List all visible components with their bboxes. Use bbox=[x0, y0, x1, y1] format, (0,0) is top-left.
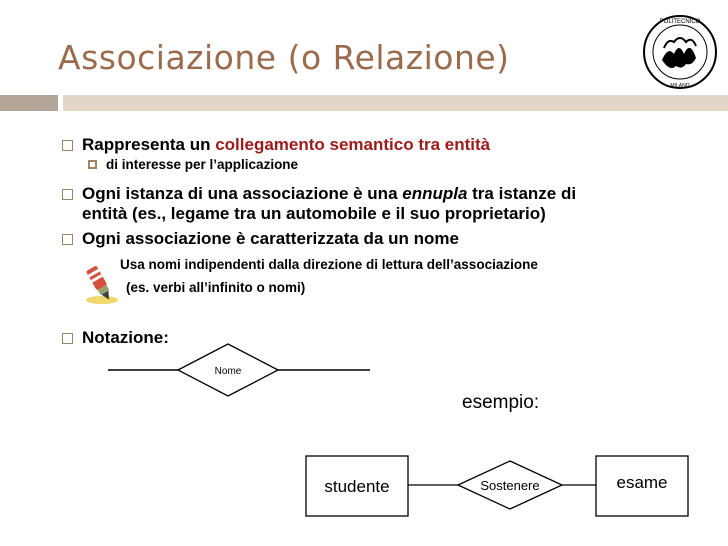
bullet-2-text-b: tra istanze di bbox=[467, 184, 577, 203]
note-line-2: (es. verbi all’infinito o nomi) bbox=[126, 280, 306, 295]
example-caption: esempio: bbox=[462, 392, 540, 413]
slide-title: Associazione (o Relazione) bbox=[58, 38, 510, 77]
bullet-3-text: Ogni associazione è caratterizzata da un nome bbox=[82, 229, 459, 248]
relationship-label: Sostenere bbox=[480, 478, 540, 493]
bullet-1-prefix: Rappresenta un bbox=[82, 135, 216, 154]
svg-text:MILANO: MILANO bbox=[670, 83, 690, 89]
notation-diamond-label: Nome bbox=[214, 366, 242, 377]
bullet-2-italic: ennupla bbox=[402, 184, 468, 203]
bullet-2-text-a: Ogni istanza di una associazione è una bbox=[82, 184, 403, 203]
svg-text:POLITECNICO: POLITECNICO bbox=[659, 19, 701, 25]
entity-right-label: esame bbox=[616, 473, 668, 492]
note-line-1: Usa nomi indipendenti dalla direzione di lettura dell’associazione bbox=[120, 257, 538, 272]
bullet-2-line-2: entità (es., legame tra un automobile e il suo proprietario) bbox=[82, 204, 546, 223]
bullet-4-text: Notazione: bbox=[82, 328, 169, 347]
bullet-1-sub-text: di interesse per l’applicazione bbox=[106, 157, 299, 172]
entity-left-label: studente bbox=[324, 477, 390, 496]
bullet-1-highlight: collegamento semantico tra entità bbox=[215, 135, 491, 154]
